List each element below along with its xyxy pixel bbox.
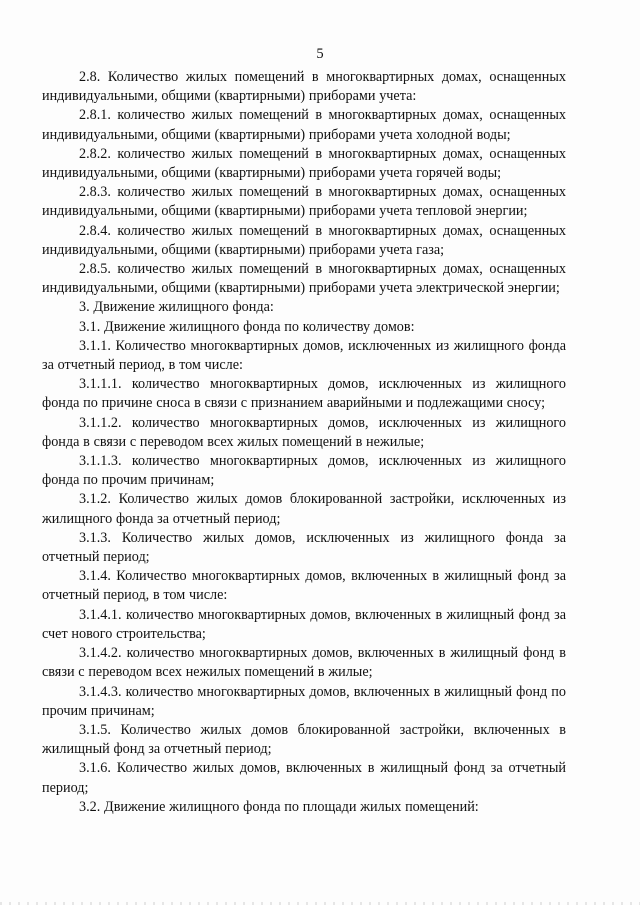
paragraph: 3.1.4.2. количество многоквартирных домов, включенных в жилищный фонд в связи с переводом всех нежилых помещений в жилые; (42, 645, 566, 681)
paragraph: 3.1.1. Количество многоквартирных домов, исключенных из жилищного фонда за отчетный период, в том числе: (42, 337, 566, 374)
paragraph: 3.1.1.1. количество многоквартирных домов, исключенных из жилищного фонда по причине сноса в связи с признанием аварийными и подлежащими сносу; (42, 376, 566, 412)
paragraph: 3.1.1.2. количество многоквартирных домов, исключенных из жилищного фонда в связи с переводом всех жилых помещений в нежилые; (42, 414, 566, 450)
paragraph: 3.1.1.3. количество многоквартирных домов, исключенных из жилищного фонда по прочим причинам; (42, 453, 566, 489)
paragraph: 3.1.4. Количество многоквартирных домов, включенных в жилищный фонд за отчетный период, в том числе: (42, 568, 566, 604)
paragraph: 3.1.4.1. количество многоквартирных домов, включенных в жилищный фонд за счет нового строительства; (42, 606, 566, 642)
paragraph: 2.8.1. количество жилых помещений в многоквартирных домах, оснащенных индивидуальными, общими (квартирными) приборами учета холодной воды; (42, 107, 566, 143)
paragraph: 3. Движение жилищного фонда: (79, 299, 274, 316)
paragraph: 3.1.5. Количество жилых домов блокированной застройки, включенных в жилищный фонд за отчетный период; (42, 721, 566, 758)
paragraph: 2.8. Количество жилых помещений в многоквартирных домах, оснащенных индивидуальными, общими (квартирными) приборами учета: (42, 69, 566, 105)
paragraph: 3.1.6. Количество жилых домов, включенных в жилищный фонд за отчетный период; (42, 760, 566, 796)
paragraph: 3.1.4.3. количество многоквартирных домов, включенных в жилищный фонд по прочим причинам; (42, 683, 566, 719)
paragraph: 3.1.2. Количество жилых домов блокированной застройки, исключенных из жилищного фонда за отчетный период; (42, 491, 566, 527)
paragraph: 2.8.2. количество жилых помещений в многоквартирных домах, оснащенных индивидуальными, общими (квартирными) приборами учета горячей воды; (42, 145, 566, 182)
paragraph: 2.8.3. количество жилых помещений в многоквартирных домах, оснащенных индивидуальными, общими (квартирными) приборами учета тепловой энергии; (42, 184, 566, 220)
paragraph: 2.8.5. количество жилых помещений в многоквартирных домах, оснащенных индивидуальными, общими (квартирными) приборами учета электрической энергии; (42, 261, 566, 297)
page-number: 5 (316, 46, 324, 62)
paragraph: 3.1. Движение жилищного фонда по количеству домов: (79, 318, 415, 335)
document-body (42, 68, 566, 817)
paragraph: 3.2. Движение жилищного фонда по площади жилых помещений: (79, 798, 479, 815)
paragraph: 2.8.4. количество жилых помещений в многоквартирных домах, оснащенных индивидуальными, общими (квартирными) приборами учета газа; (42, 222, 566, 258)
paragraph: 3.1.3. Количество жилых домов, исключенных из жилищного фонда за отчетный период; (42, 529, 566, 566)
